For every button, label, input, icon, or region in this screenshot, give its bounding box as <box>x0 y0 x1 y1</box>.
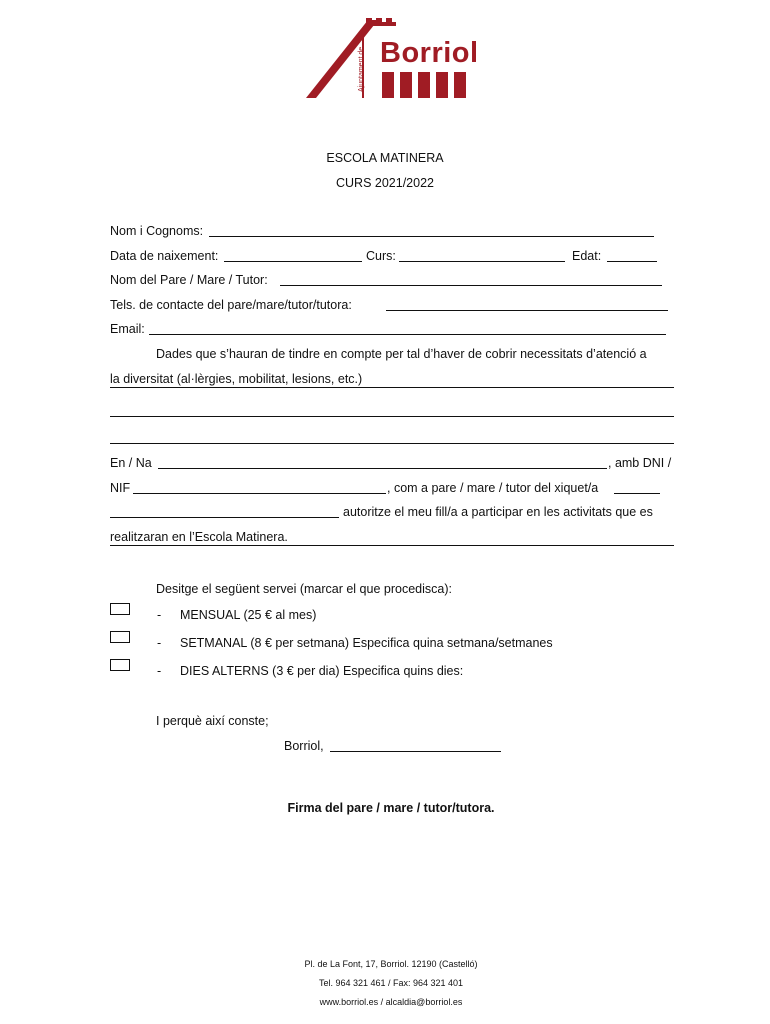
child-line[interactable] <box>614 493 660 494</box>
option-dash-monthly: - <box>157 608 162 622</box>
logo-name: Borriol <box>380 37 479 69</box>
checkbox-alternate-days[interactable] <box>110 659 130 671</box>
logo-prefix: Ajuntament de <box>358 46 365 92</box>
option-alternate-days: DIES ALTERNS (3 € per dia) Especifica quins dies: <box>180 664 464 678</box>
checkbox-weekly[interactable] <box>110 631 130 643</box>
diversity-line-3[interactable] <box>110 443 674 444</box>
page-title: ESCOLA MATINERA <box>326 151 444 165</box>
course-year: CURS 2021/2022 <box>336 176 434 190</box>
option-dash-alternate: - <box>157 664 162 678</box>
footer-address: Pl. de La Font, 17, Borriol. 12190 (Castelló) <box>304 959 478 969</box>
en-na-label: En / Na <box>110 456 152 470</box>
signature-label: Firma del pare / mare / tutor/tutora. <box>287 801 495 815</box>
name-label: Nom i Cognoms: <box>110 224 204 238</box>
footer-web[interactable]: www.borriol.es / alcaldia@borriol.es <box>319 997 463 1007</box>
option-weekly: SETMANAL (8 € per setmana) Especifica quina setmana/setmanes <box>180 636 553 650</box>
logo <box>300 14 480 104</box>
en-na-line[interactable] <box>158 468 607 469</box>
age-label: Edat: <box>572 249 602 263</box>
date-line[interactable] <box>330 751 501 752</box>
nif-line[interactable] <box>133 493 386 494</box>
email-label: Email: <box>110 322 145 336</box>
service-intro: Desitge el següent servei (marcar el que procedisca): <box>156 582 452 596</box>
option-monthly: MENSUAL (25 € al mes) <box>180 608 317 622</box>
authorization-final-line <box>110 545 674 546</box>
closing-statement: I perquè així conste; <box>156 714 269 728</box>
child-name-line[interactable] <box>110 517 339 518</box>
course-line[interactable] <box>399 261 565 262</box>
diversity-line-1[interactable] <box>110 387 674 388</box>
email-line[interactable] <box>149 334 666 335</box>
age-line[interactable] <box>607 261 657 262</box>
course-label: Curs: <box>366 249 396 263</box>
nif-label: NIF <box>110 481 131 495</box>
authorization-final: realitzaran en l’Escola Matinera. <box>110 530 288 544</box>
checkbox-monthly[interactable] <box>110 603 130 615</box>
birth-line[interactable] <box>224 261 362 262</box>
diversity-text-line2: la diversitat (al·lèrgies, mobilitat, lesions, etc.) <box>110 372 363 386</box>
phones-label: Tels. de contacte del pare/mare/tutor/tutora: <box>110 298 352 312</box>
diversity-line-2[interactable] <box>110 416 674 417</box>
option-dash-weekly: - <box>157 636 162 650</box>
dni-label: , amb DNI / <box>608 456 672 470</box>
parent-line[interactable] <box>280 285 662 286</box>
name-line[interactable] <box>209 236 654 237</box>
parent-label: Nom del Pare / Mare / Tutor: <box>110 273 268 287</box>
diversity-text-line1: Dades que s’hauran de tindre en compte per tal d’haver de cobrir necessitats d’atenció a <box>156 347 647 361</box>
birth-label: Data de naixement: <box>110 249 219 263</box>
phones-line[interactable] <box>386 310 668 311</box>
as-parent-label: , com a pare / mare / tutor del xiquet/a <box>387 481 599 495</box>
authorizes-text: autoritze el meu fill/a a participar en les activitats que es <box>343 505 653 519</box>
footer-phone: Tel. 964 321 461 / Fax: 964 321 401 <box>318 978 464 988</box>
place-label: Borriol, <box>284 739 324 753</box>
